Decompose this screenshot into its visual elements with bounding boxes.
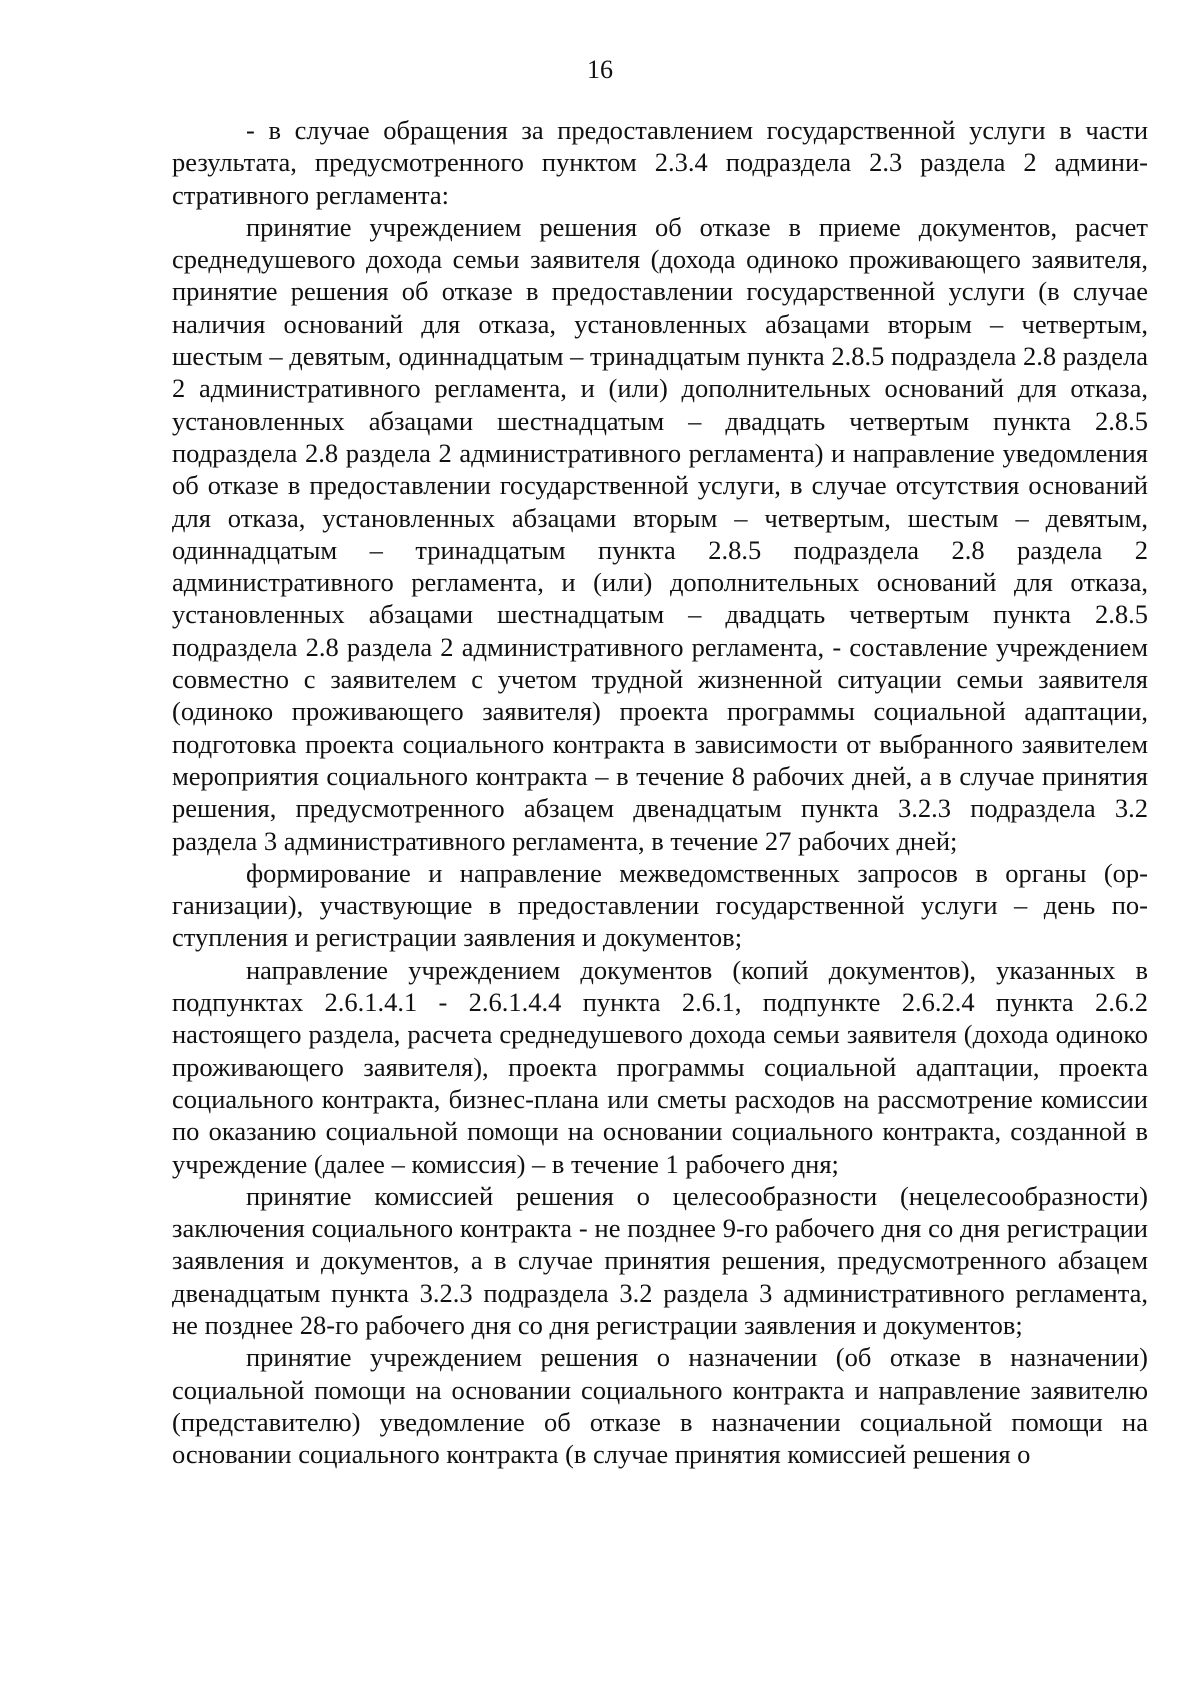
paragraph-documents-to-commission: направление учреждением документов (копий документов), указанных в подпунктах 2.6.1.4.1 - 2.6.1.4.4 пункта 2.6.1, подпункте 2.6.2.4 пункта 2.6.2 настоящего раздела, расчета среднедушевого дохода семьи заявителя (дохода одиноко проживающего заявителя), проекта программы социальной адаптации, проекта социального контракта, бизнес-плана или сметы расходов на рассмотрение комиссии по оказанию социальной помощи на основании социального контракта, созданной в учреждение (далее – комиссия) – в течение 1 рабочего дня; [172,954,1148,1179]
paragraph-refusal-decision: принятие учреждением решения об отказе в приеме документов, расчет среднедушевого дохода семьи заявителя (дохода одиноко проживающего заявителя, принятие решения об отказе в предоставлении государственной услуги (в случае наличия оснований для отказа, установленных абзацами вторым – четвертым, шестым – девятым, одиннадцатым – тринадцатым пункта 2.8.5 подраздела 2.8 раздела 2 административного регламента, и (или) дополнительных оснований для отказа, установленных абзацами шестнадцатым – двадцать четвертым пункта 2.8.5 подраздела 2.8 раздела 2 административного регламента) и направление уведомления об отказе в предоставлении государственной услуги, в случае отсутствия оснований для отказа, установленных абзацами вторым – четвертым, шестым – девятым, одиннадцатым – тринадцатым пункта 2.8.5 подраздела 2.8 раздела 2 административного регламента, и (или) дополнительных оснований для отказа, установленных абзацами шестнадцатым – двадцать четвертым пункта 2.8.5 подраздела 2.8 раздела 2 административного регламента, - составление учреждением совместно с заявителем с учетом трудной жизненной ситуации семьи заявителя (одиноко проживающего заявителя) проекта программы социальной адаптации, подготовка проекта социального контракта в зависимости от выбранного заявителем мероприятия социального контракта – в течение 8 рабочих дней, а в случае принятия решения, предусмотренного абзацем двенадцатым пункта 3.2.3 подраздела 3.2 раздела 3 административного регламента, в течение 27 рабочих дней; [172,211,1148,856]
paragraph-assignment-decision: принятие учреждением решения о назначении (об отказе в назначении) социальной помощи на основании социального контракта и направление заявителю (представителю) уведомление об отказе в назначении социальной помощи на основании социального контракта (в случае принятия комиссией решения о [172,1342,1148,1470]
document-body [172,114,1148,1470]
paragraph-intro: - в случае обращения за предоставлением государственной услуги в части результата, предусмотренного пунктом 2.3.4 подраздела 2.3 раздела 2 административного регламента: [172,115,1148,210]
paragraph-commission-decision: принятие комиссией решения о целесообразности (нецелесообразности) заключения социального контракта - не позднее 9-го рабочего дня со дня регистрации заявления и документов, а в случае принятия решения, предусмотренного абзацем двенадцатым пункта 3.2.3 подраздела 3.2 раздела 3 административного регламента, не позднее 28-го рабочего дня со дня регистрации заявления и документов; [172,1180,1148,1340]
paragraph-interagency-requests: формирование и направление межведомственных запросов в органы (организации), участвующие в предоставлении государственной услуги – день поступления и регистрации заявления и документов; [172,857,1148,953]
page-number: 16 [587,55,613,84]
